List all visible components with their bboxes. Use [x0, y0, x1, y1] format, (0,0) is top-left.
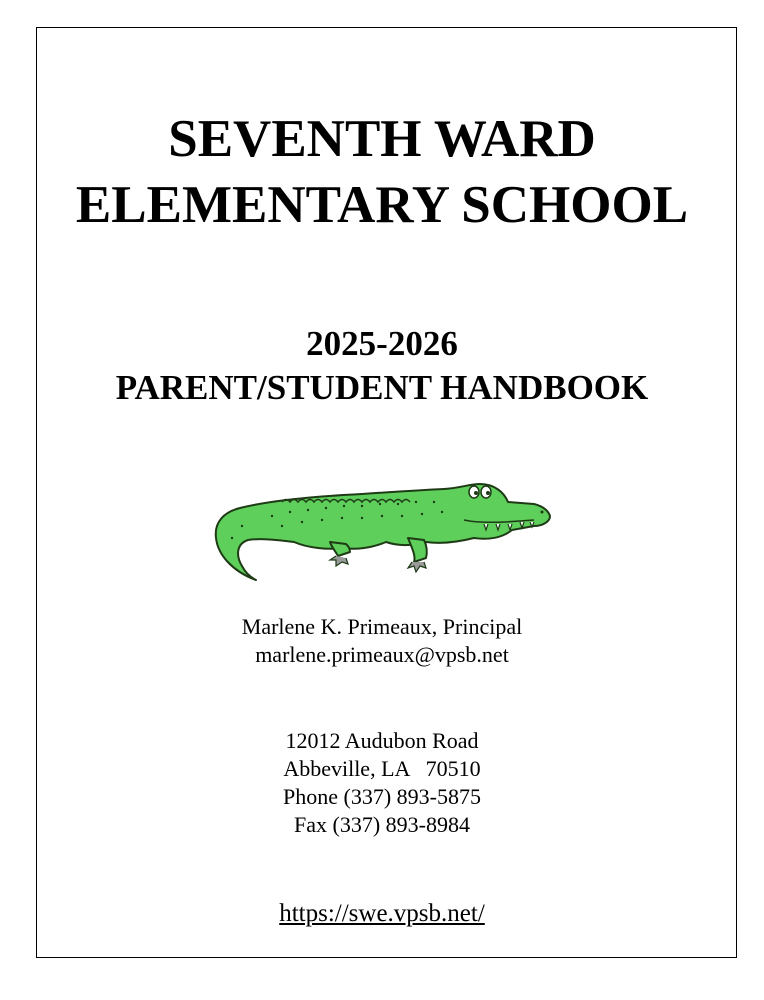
- alligator-back-leg: [330, 542, 350, 556]
- alligator-front-leg: [408, 538, 427, 562]
- address-city-state-zip: Abbeville, LA 70510: [283, 756, 481, 781]
- school-name: [0, 106, 764, 238]
- handbook-name: PARENT/STUDENT HANDBOOK: [115, 368, 649, 407]
- school-address: [0, 727, 764, 839]
- alligator-icon: [212, 476, 558, 586]
- school-name-line-2: ELEMENTARY SCHOOL: [75, 176, 689, 234]
- handbook-year: 2025-2026: [306, 324, 458, 363]
- principal-name: Marlene K. Primeaux, Principal: [241, 614, 523, 639]
- handbook-title: [0, 322, 764, 410]
- address-street: 12012 Audubon Road: [285, 728, 479, 753]
- fax-number: Fax (337) 893-8984: [294, 812, 470, 837]
- phone-number: Phone (337) 893-5875: [283, 784, 481, 809]
- website-link[interactable]: https://swe.vpsb.net/: [279, 900, 485, 927]
- website: [0, 898, 764, 930]
- alligator-body: [216, 484, 550, 580]
- principal-info: [0, 613, 764, 669]
- school-name-line-1: SEVENTH WARD: [168, 110, 596, 168]
- alligator-front-claws: [408, 562, 426, 572]
- principal-email: marlene.primeaux@vpsb.net: [255, 642, 509, 667]
- alligator-back-claws: [330, 556, 348, 566]
